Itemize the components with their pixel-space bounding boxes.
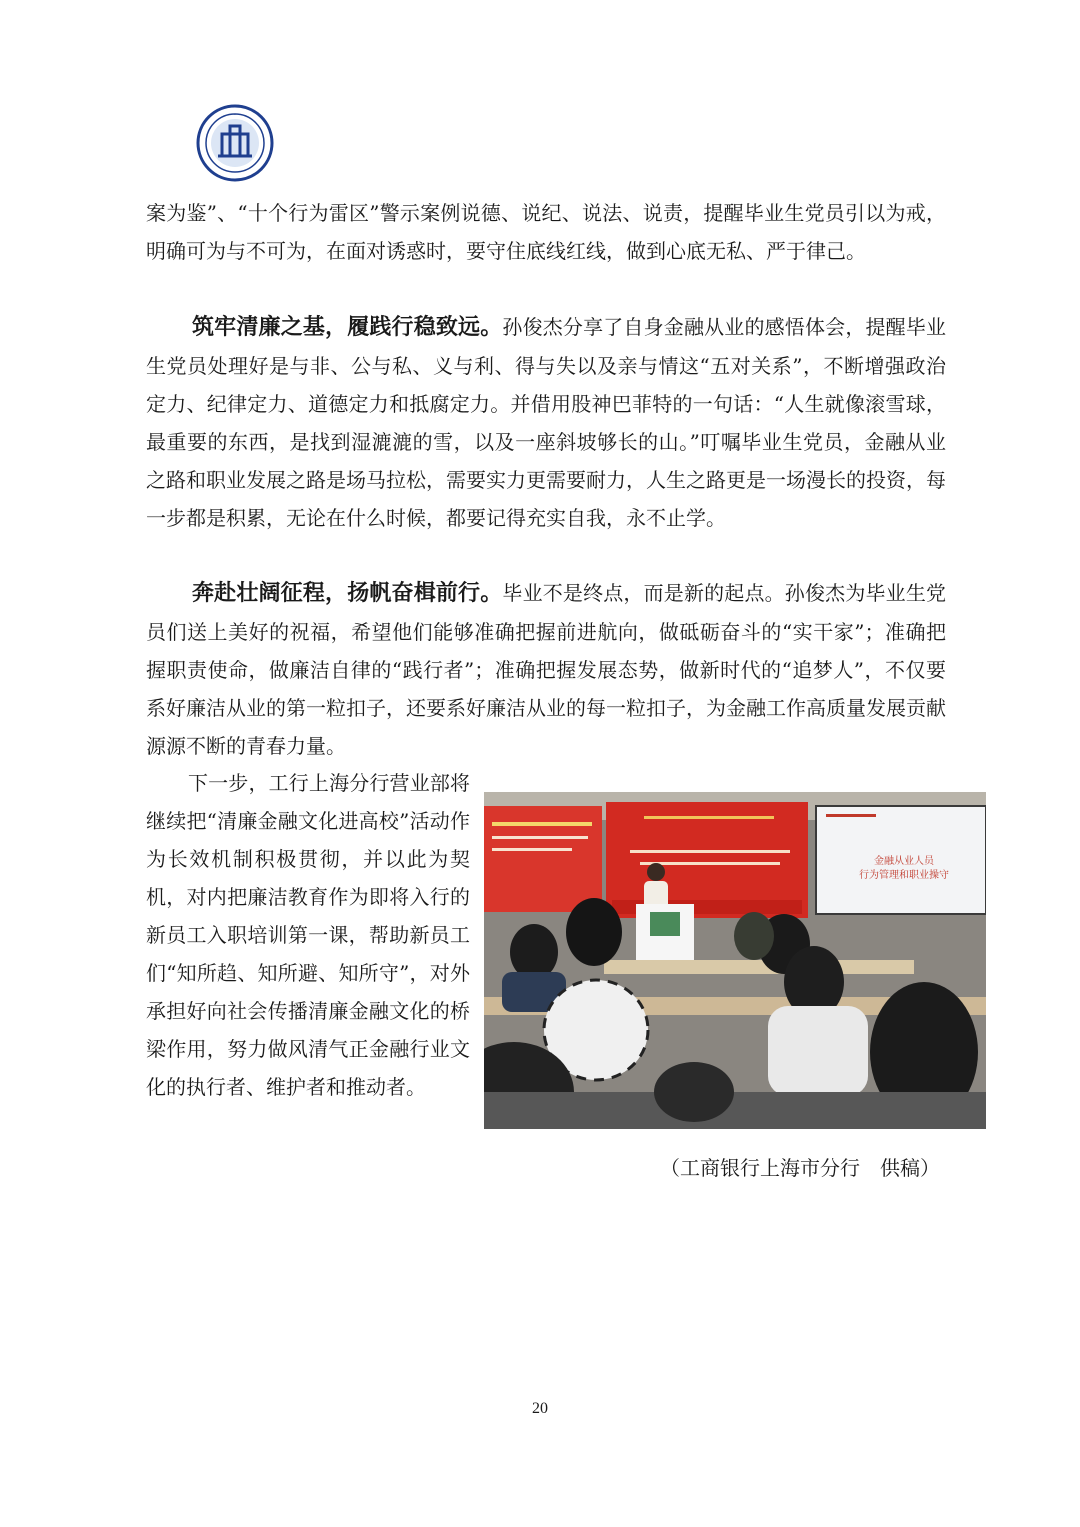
body-paragraph-2	[146, 308, 946, 537]
paragraph-text: 毕业不是终点，而是新的起点。孙俊杰为毕业生党员们送上美好的祝福，希望他们能够准确把握前进航向，做砥砺奋斗的“实干家”；准确把握职责使命，做廉洁自律的“践行者”；准确把握发展态势，做新时代的“追梦人”，不仅要系好廉洁从业的第一粒扣子，还要系好廉洁从业的每一粒扣子，为金融工作高质量发展贡献源源不断的青春力量。	[146, 581, 946, 758]
paragraph-text: 孙俊杰分享了自身金融从业的感悟体会，提醒毕业生党员处理好是与非、公与私、义与利、得与失以及亲与情这“五对关系”，不断增强政治定力、纪律定力、道德定力和抵腐定力。并借用股神巴菲特的一句话：“人生就像滚雪球，最重要的东西，是找到湿漉漉的雪，以及一座斜坡够长的山。”叮嘱毕业生党员，金融从业之路和职业发展之路是场马拉松，需要实力更需要耐力，人生之路更是一场漫长的投资，每一步都是积累，无论在什么时候，都要记得充实自我，永不止学。	[146, 315, 946, 530]
paragraph-text: 下一步，工行上海分行营业部将继续把“清廉金融文化进高校”活动作为长效机制积极贯彻，并以此为契机，对内把廉洁教育作为即将入行的新员工入职培训第一课，帮助新员工们“知所趋、知所避、知所守”，对外承担好向社会传播清廉金融文化的桥梁作用，努力做风清气正金融行业文化的执行者、维护者和推动者。	[146, 771, 470, 1099]
body-paragraph-3	[146, 574, 946, 765]
body-paragraph-4	[146, 764, 470, 1106]
source-credit: （工商银行上海市分行 供稿）	[660, 1156, 940, 1180]
slide-title-line1: 金融从业人员	[874, 856, 934, 867]
institution-emblem-icon	[196, 104, 274, 182]
paragraph-lead: 奔赴壮阔征程，扬帆奋楫前行。	[192, 581, 503, 606]
event-photo	[484, 792, 986, 1129]
slide-title-line2: 行为管理和职业操守	[859, 870, 949, 881]
paragraph-lead: 筑牢清廉之基，履践行稳致远。	[192, 315, 503, 340]
paragraph-text: 案为鉴”、“十个行为雷区”警示案例说德、说纪、说法、说责，提醒毕业生党员引以为戒，明确可为与不可为，在面对诱惑时，要守住底线红线，做到心底无私、严于律己。	[146, 201, 946, 263]
page-number: 20	[532, 1400, 548, 1417]
body-paragraph-1	[146, 194, 946, 270]
svg-text:·: ·	[234, 112, 236, 119]
